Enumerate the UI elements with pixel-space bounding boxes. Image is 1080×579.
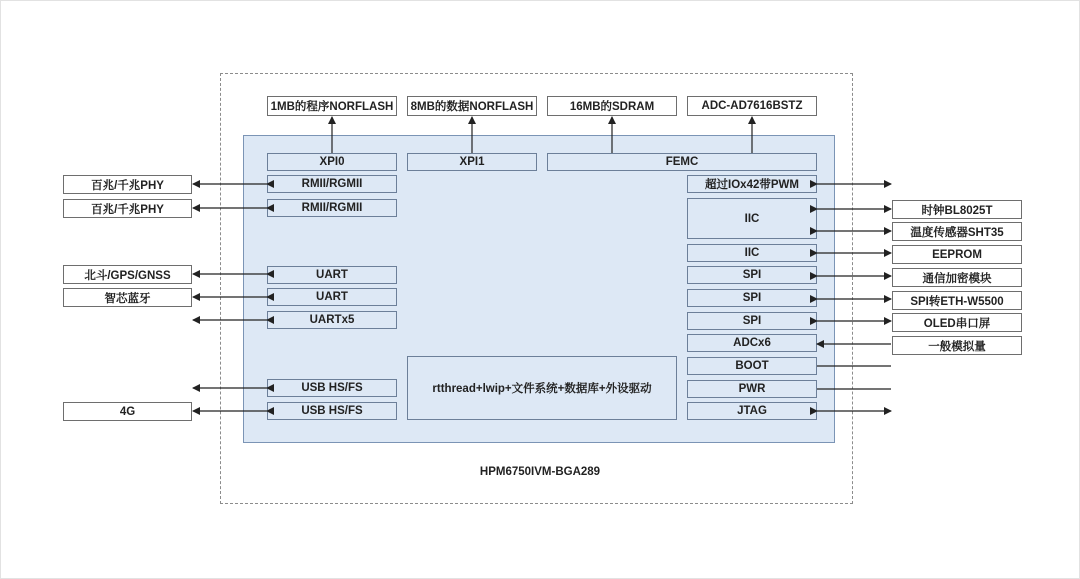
block-spi-3: SPI: [687, 312, 817, 330]
block-uart-2: UART: [267, 288, 397, 306]
device-bluetooth: 智芯蓝牙: [63, 288, 192, 307]
device-eeprom: EEPROM: [892, 245, 1022, 264]
device-adc-ad7616: ADC-AD7616BSTZ: [687, 96, 817, 116]
device-gnss: 北斗/GPS/GNSS: [63, 265, 192, 284]
chip-label: HPM6750IVM-BGA289: [479, 466, 601, 478]
block-spi-2: SPI: [687, 289, 817, 307]
device-program-norflash: 1MB的程序NORFLASH: [267, 96, 397, 116]
block-rmii-1: RMII/RGMII: [267, 175, 397, 193]
block-boot: BOOT: [687, 357, 817, 375]
block-xpi0: XPI0: [267, 153, 397, 171]
block-jtag: JTAG: [687, 402, 817, 420]
block-usb-1: USB HS/FS: [267, 379, 397, 397]
block-iic-1: IIC: [687, 198, 817, 239]
device-temp-sensor: 温度传感器SHT35: [892, 222, 1022, 241]
device-phy-1: 百兆/千兆PHY: [63, 175, 192, 194]
block-rmii-2: RMII/RGMII: [267, 199, 397, 217]
block-femc: FEMC: [547, 153, 817, 171]
block-adcx6: ADCx6: [687, 334, 817, 352]
device-oled: OLED串口屏: [892, 313, 1022, 332]
block-spi-1: SPI: [687, 266, 817, 284]
device-sdram: 16MB的SDRAM: [547, 96, 677, 116]
block-xpi1: XPI1: [407, 153, 537, 171]
device-clock-bl8025t: 时钟BL8025T: [892, 200, 1022, 219]
block-software-stack: rtthread+lwip+文件系统+数据库+外设驱动: [407, 356, 677, 420]
block-iic-2: IIC: [687, 244, 817, 262]
device-spi-eth: SPI转ETH-W5500: [892, 291, 1022, 310]
block-uart-1: UART: [267, 266, 397, 284]
device-4g: 4G: [63, 402, 192, 421]
block-gpio-pwm: 超过IOx42带PWM: [687, 175, 817, 193]
device-data-norflash: 8MB的数据NORFLASH: [407, 96, 537, 116]
block-uartx5: UARTx5: [267, 311, 397, 329]
device-analog: 一般模拟量: [892, 336, 1022, 355]
device-crypto-module: 通信加密模块: [892, 268, 1022, 287]
device-phy-2: 百兆/千兆PHY: [63, 199, 192, 218]
block-pwr: PWR: [687, 380, 817, 398]
block-usb-2: USB HS/FS: [267, 402, 397, 420]
